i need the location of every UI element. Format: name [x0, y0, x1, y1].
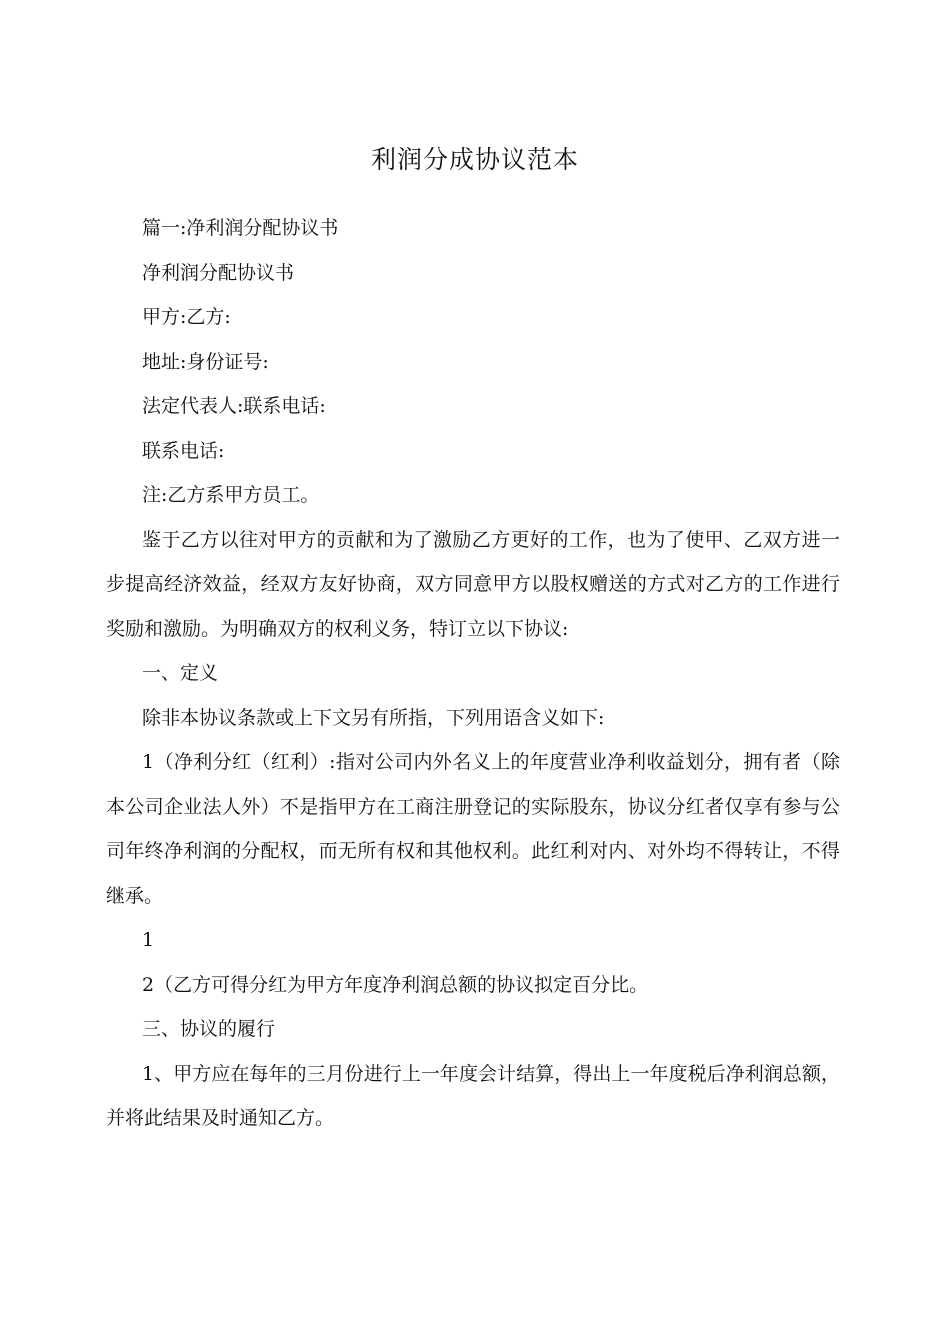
representative-line: 法定代表人:联系电话: [142, 395, 326, 417]
phone-line: 联系电话: [142, 439, 225, 462]
definition-item-2: 2（乙方可得分红为甲方年度净利润总额的协议拟定百分比。 [142, 973, 649, 996]
definition-heading: 一、定义 [142, 662, 219, 684]
address-line: 地址:身份证号: [142, 350, 269, 373]
document-body [106, 206, 840, 1141]
party-line: 甲方:乙方: [142, 306, 231, 328]
agreement-name: 净利润分配协议书 [142, 261, 295, 284]
definition-intro: 除非本协议条款或上下文另有所指，下列用语含义如下: [142, 706, 605, 729]
document-title: 利润分成协议范本 [370, 145, 579, 174]
definition-item-1: 1（净利分红（红利）:指对公司内外名义上的年度营业净利收益划分，拥有者（除本公司企业法人外）不是指甲方在工商注册登记的实际股东，协议分红者仅享有参与公司年终净利润的分配权，而无所有权和其他权利。此红利对内、对外均不得转让，不得继承。 [106, 751, 840, 907]
section-heading: 篇一:净利润分配协议书 [142, 217, 339, 239]
page-number-marker: 1 [142, 929, 155, 951]
performance-heading: 三、协议的履行 [142, 1018, 276, 1040]
preamble-paragraph: 鉴于乙方以往对甲方的贡献和为了激励乙方更好的工作，也为了使甲、乙双方进一步提高经济效益，经双方友好协商，双方同意甲方以股权赠送的方式对乙方的工作进行奖励和激励。为明确双方的权利义务，特订立以下协议: [106, 528, 840, 640]
note-line: 注:乙方系甲方员工。 [142, 484, 320, 506]
performance-item-1: 1、甲方应在每年的三月份进行上一年度会计结算，得出上一年度税后净利润总额，并将此结果及时通知乙方。 [106, 1062, 840, 1129]
